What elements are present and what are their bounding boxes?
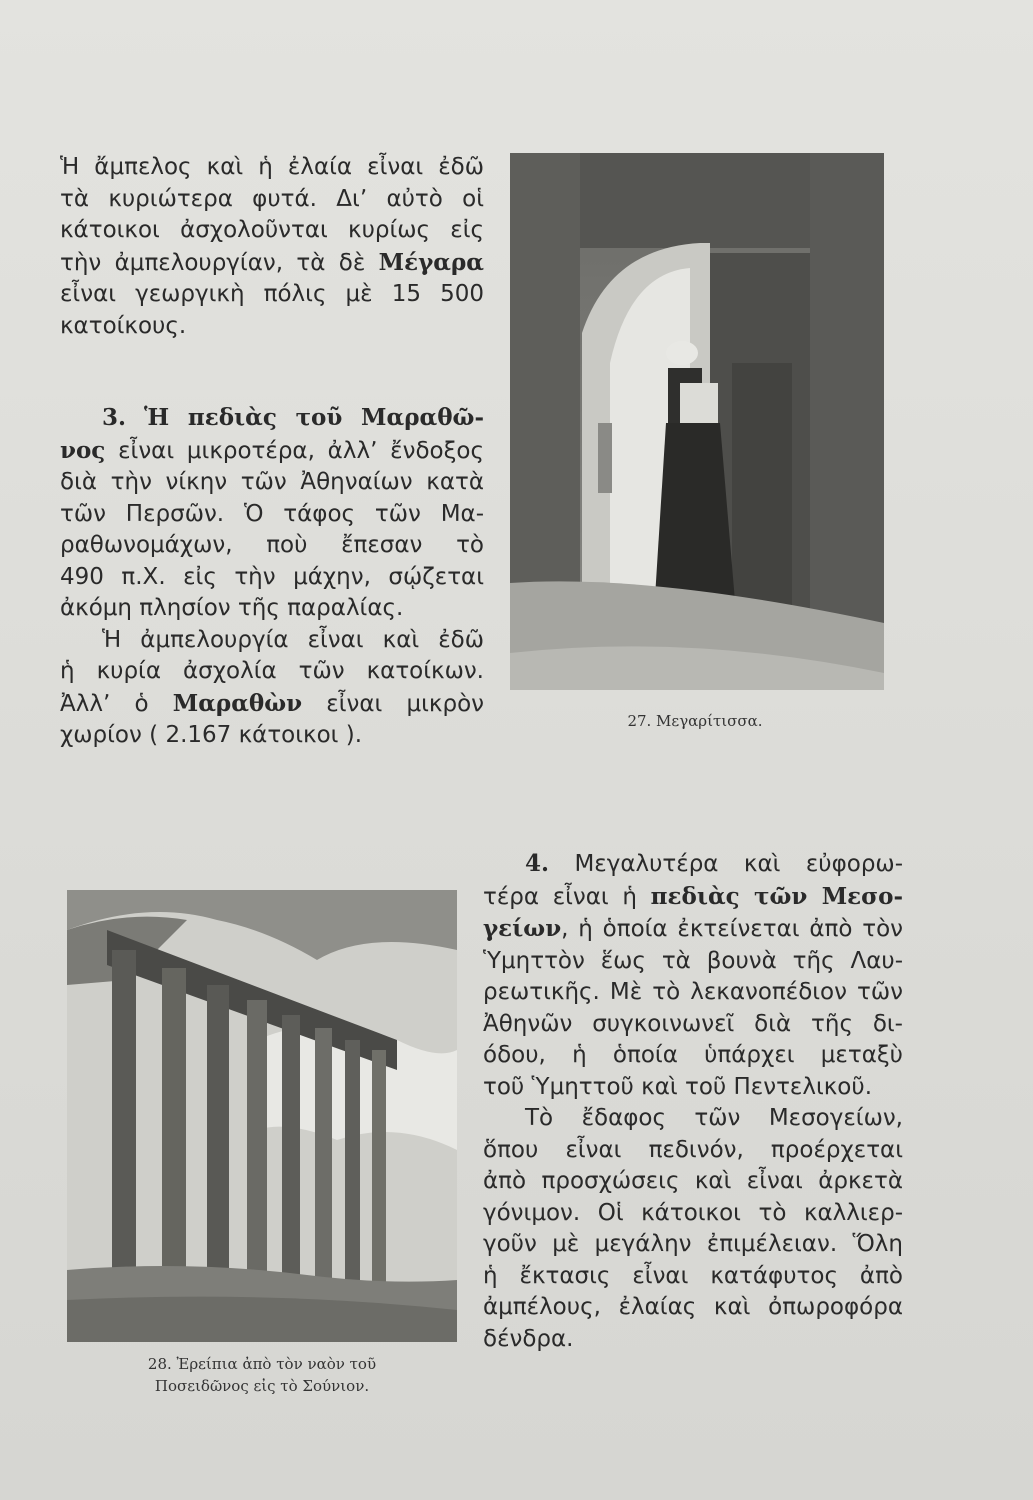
text-span: τέρα εἶναι ἡ — [483, 883, 651, 910]
section-heading — [60, 402, 484, 435]
text-line: Ἀθηνῶν συγκοινωνεῖ διὰ τῆς δι- — [483, 1010, 903, 1037]
text-line: ὅπου εἶναι πεδινόν, προέρχεται — [483, 1136, 903, 1163]
text-line — [483, 913, 903, 946]
text-line: κάτοικοι ἀσχολοῦνται κυρίως εἰς — [60, 217, 484, 243]
text-span: , ἡ ὁποία ἐκτείνεται ἀπὸ τὸν — [561, 916, 903, 942]
text-line: τοῦ Ὑμηττοῦ καὶ τοῦ Πεντελικοῦ. — [483, 1073, 873, 1100]
text-line: εἶναι γεωργικὴ πόλις μὲ 15 500 — [60, 281, 484, 307]
text-line: Ὑμηττὸν ἕως τὰ βουνὰ τῆς Λαυ- — [483, 947, 903, 974]
figure-27-photo — [510, 153, 884, 690]
text-line: γοῦν μὲ μεγάλην ἐπιμέλειαν. Ὅλη — [483, 1231, 903, 1257]
section-3-text — [60, 402, 484, 752]
text-line: διὰ τὴν νίκην τῶν Ἀθηναίων κατὰ — [60, 469, 484, 495]
text-line: κατοίκους. — [60, 312, 187, 339]
text-line — [60, 247, 484, 280]
text-line: ραθωνομάχων, ποὺ ἔπεσαν τὸ — [60, 532, 484, 558]
text-line: χωρίον ( 2.167 κάτοικοι ). — [60, 722, 363, 748]
text-span: Ἀλλʼ ὁ — [60, 690, 173, 717]
figure-27-caption: 27. Μεγαρίτισσα. — [627, 712, 763, 730]
text-line: Ἡ ἄμπελος καὶ ἡ ἐλαία εἶναι ἐδῶ — [60, 154, 484, 180]
text-span: Μεγαλυτέρα καὶ εὐφορω- — [549, 851, 903, 877]
text-line: Ἡ ἀμπελουργία εἶναι καὶ ἐδῶ — [102, 626, 484, 653]
text-line: τὰ κυριώτερα φυτά. Διʼ αὐτὸ οἱ — [60, 185, 484, 212]
section-title-cont: νος — [60, 436, 106, 464]
section-number: 4. — [525, 850, 550, 877]
section-4-text — [483, 848, 903, 1355]
text-span: τὴν ἀμπελουργίαν, τὰ δὲ — [60, 249, 379, 276]
figure-27-illustration — [510, 153, 884, 690]
text-line — [483, 881, 903, 914]
text-line — [60, 688, 484, 721]
place-name-megara: Μέγαρα — [378, 248, 484, 276]
section-title: πεδιὰς τῶν Μεσο- — [650, 882, 904, 910]
section-number: 3. — [102, 404, 127, 431]
text-line: ἀπὸ προσχώσεις καὶ εἶναι ἀρκετὰ — [483, 1168, 903, 1194]
text-line: γόνιμον. Οἱ κάτοικοι τὸ καλλιερ- — [483, 1199, 903, 1226]
figure-28-photo — [67, 890, 457, 1342]
text-line: 490 π.Χ. εἰς τὴν μάχην, σῴζεται — [60, 563, 484, 590]
text-line: ρεωτικῆς. Μὲ τὸ λεκανοπέδιον τῶν — [483, 979, 903, 1005]
text-line: ἡ ἔκτασις εἶναι κατάφυτος ἀπὸ — [483, 1262, 903, 1289]
text-line: ἀμπέλους, ἐλαίας καὶ ὀπωροφόρα — [483, 1294, 903, 1320]
text-line: ἡ κυρία ἀσχολία τῶν κατοίκων. — [60, 658, 484, 684]
figure-28-caption — [67, 1353, 457, 1397]
text-line — [60, 435, 484, 468]
text-line: όδου, ἡ ὁποία ὑπάρχει μεταξὺ — [483, 1042, 903, 1068]
text-span: εἶναι μικρὸν — [302, 690, 485, 717]
text-line: δένδρα. — [483, 1325, 574, 1352]
section-title: Ἡ πεδιὰς τοῦ Μαραθῶ- — [144, 404, 484, 431]
place-name-marathon: Μαραθὼν — [172, 689, 303, 717]
figure-28-illustration — [67, 890, 457, 1342]
text-line: Τὸ ἔδαφος τῶν Μεσογείων, — [525, 1105, 903, 1131]
text-line: ἀκόμη πλησίον τῆς παραλίας. — [60, 595, 404, 621]
text-span: εἶναι μικροτέρα, ἀλλʼ ἔνδοξος — [105, 437, 484, 464]
section-1-text — [60, 152, 484, 342]
caption-line: Ποσειδῶνος εἰς τὸ Σούνιον. — [154, 1377, 370, 1395]
caption-line: 28. Ἐρείπια ἀπὸ τὸν ναὸν τοῦ — [147, 1355, 377, 1373]
section-heading — [483, 848, 903, 881]
text-line: τῶν Περσῶν. Ὁ τάφος τῶν Μα- — [60, 500, 484, 527]
section-title-cont: γείων — [483, 915, 562, 942]
